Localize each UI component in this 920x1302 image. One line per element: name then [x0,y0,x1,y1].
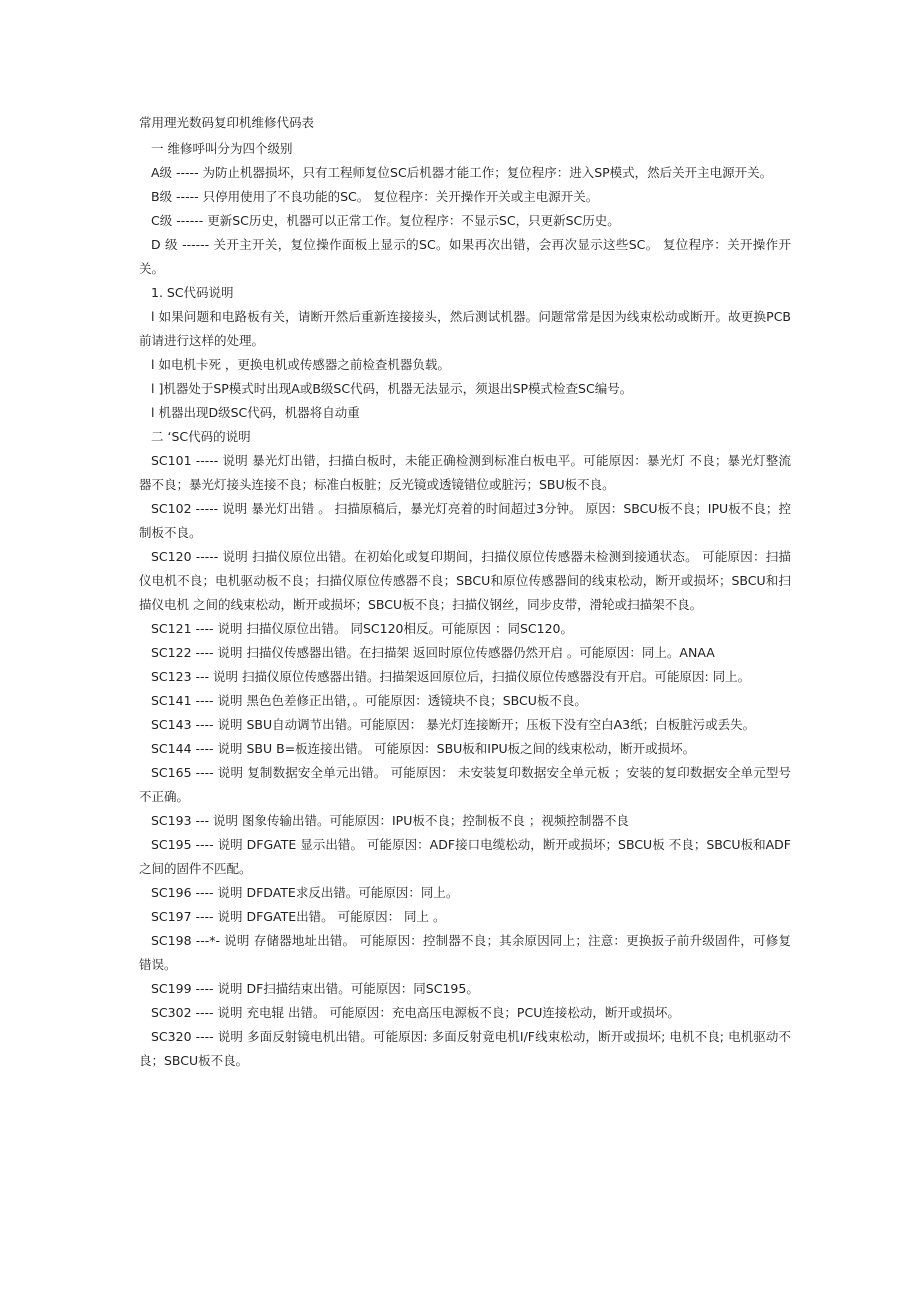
paragraph-sc101: SC101 ----- 说明 暴光灯出错，扫描白板时，未能正确检测到标准白板电平。可能原因：暴光灯 不良；暴光灯整流器不良；暴光灯接头连接不良；标准白板脏；反光镜或透镜错位或脏污；SBU板不良。 [139,453,791,492]
paragraph-sc121: SC121 ---- 说明 扫描仪原位出错。 同SC120相反。可能原因 ：同SC120。 [151,621,573,636]
paragraph-sc-code-heading: 1. SC代码说明 [151,285,234,300]
paragraph-sc144: SC144 ---- 说明 SBU B=板连接出错。 可能原因：SBU板和IPU板之间的线束松动，断开或损坏。 [151,741,696,756]
paragraph-sc123: SC123 --- 说明 扫描仪原位传感器出错。扫描架返回原位后，扫描仪原位传感器没有开启。可能原因: 同上。 [151,669,751,684]
paragraph-note-sp-mode: l ]机器处于SP模式时出现A或B级SC代码，机器无法显示，须退出SP模式检查SC编号。 [151,381,633,396]
paragraph-sc302: SC302 ---- 说明 充电辊 出错。 可能原因：充电高压电源板不良；PCU连接松动，断开或损坏。 [151,1005,680,1020]
paragraph-sc320: SC320 ---- 说明 多面反射镜电机出错。可能原因: 多面反射竟电机I/F线束松动，断开或损坏; 电机不良; 电机驱动不良；SBCU板不良。 [139,1029,791,1068]
document-title: 常用理光数码复印机维修代码表 [139,115,315,130]
paragraph-sc195: SC195 ---- 说明 DFGATE 显示出错。 可能原因：ADF接口电缆松动，断开或损坏；SBCU板 不良；SBCU板和ADF之间的固件不匹配。 [139,837,791,876]
paragraph-note-pcb: l 如果问题和电路板有关，请断开然后重新连接接头，然后测试机器。问题常常是因为线束松动或断开。故更换PCB前请进行这样的处理。 [139,309,791,348]
paragraph-sc198: SC198 ---*- 说明 存储器地址出错。 可能原因：控制器不良；其余原因同上；注意：更换扳子前升级固件，可修复错误。 [139,933,791,972]
paragraph-sc102: SC102 ----- 说明 暴光灯出错 。 扫描原稿后，暴光灯亮着的时间超过3分钟。 原因：SBCU板不良；IPU板不良；控制板不良。 [139,501,791,540]
paragraph-level-c: C级 ------ 更新SC历史，机器可以正常工作。复位程序：不显示SC，只更新SC历史。 [151,213,620,228]
paragraph-sc196: SC196 ---- 说明 DFDATE求反出错。可能原因：同上。 [151,885,459,900]
paragraph-sc193: SC193 --- 说明 图象传输出错。可能原因：IPU板不良；控制板不良 ；视频控制器不良 [151,813,629,828]
paragraph-level-d: D 级 ------ 关开主开关，复位操作面板上显示的SC。如果再次出错，会再次显示这些SC。 复位程序：关开操作开关。 [139,237,791,276]
paragraph-sc197: SC197 ---- 说明 DFGATE出错。 可能原因： 同上 。 [151,909,446,924]
paragraph-level-a: A级 ----- 为防止机器损坏，只有工程师复位SC后机器才能工作；复位程序：进入SP模式，然后关开主电源开关。 [151,165,773,180]
paragraph-note-motor: l 如电机卡死 ，更换电机或传感器之前检查机器负载。 [151,357,450,372]
paragraph-sc122: SC122 ---- 说明 扫描仪传感器出错。在扫描架 返回时原位传感器仍然开启 。可能原因：同上。ANAA [151,645,715,660]
document-page [139,113,791,1073]
paragraph-sc143: SC143 ---- 说明 SBU自动调节出错。可能原因： 暴光灯连接断开；压板下没有空白A3纸；白板脏污或丢失。 [151,717,756,732]
paragraph-levels-heading: 一 维修呼叫分为四个级别 [151,141,293,156]
paragraph-level-b: B级 ----- 只停用使用了不良功能的SC。 复位程序：关开操作开关或主电源开关。 [151,189,599,204]
paragraph-sc165: SC165 ---- 说明 复制数据安全单元出错。 可能原因： 未安装复印数据安全单元板 ；安装的复印数据安全单元型号不正确。 [139,765,791,804]
paragraph-sc-description-heading: 二 ‘SC代码的说明 [151,429,251,444]
paragraph-sc199: SC199 ---- 说明 DF扫描结束出错。可能原因：同SC195。 [151,981,479,996]
paragraph-note-d-level: l 机器出现D级SC代码，机器将自动重 [151,405,360,420]
paragraph-sc120: SC120 ----- 说明 扫描仪原位出错。在初始化或复印期间，扫描仪原位传感器未检测到接通状态。 可能原因：扫描仪电机不良；电机驱动板不良；扫描仪原位传感器不良；SBCU和原位传感器间的线束松动，断开或损坏；SBCU和扫描仪电机 之间的线束松动，断开或损坏；SBCU板不良；扫描仪钢丝，同步皮带，滑轮或扫描架不良。 [139,549,791,612]
paragraph-sc141: SC141 ---- 说明 黑色色差修正出错，。可能原因：透镜块不良；SBCU板不良。 [151,693,587,708]
